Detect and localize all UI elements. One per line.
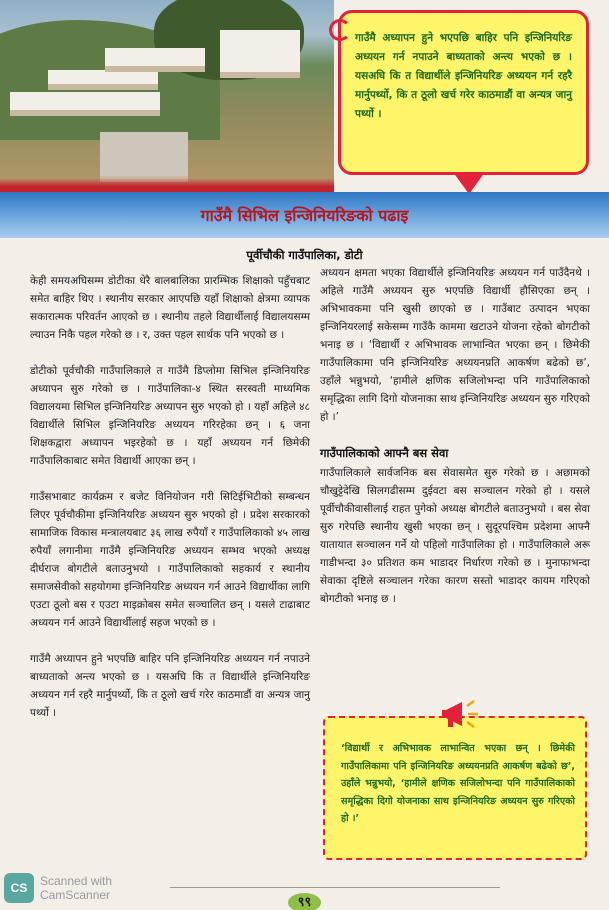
left-column (30, 272, 310, 740)
megaphone-icon (440, 696, 484, 732)
paragraph: गाउँसभाबाट कार्यक्रम र बजेट विनियोजन गरी सिटिईभिटीको सम्बन्धन लिएर पूर्वचौकीमा इन्जिनियरिङ अध्ययन सुरु भएको हो । प्रदेश सरकारको सामाजिक विकास मन्त्रालयबाट ३६ लाख रुपैयाँ र गाउँपालिकाको ४५ लाख रुपैयाँ लगानीमा गाउँमै इन्जिनियरिङ अध्ययन सम्भव भएको अध्यक्ष दीर्घराज बोगटीले बताउनुभयो । गाउँपालिकाको सहकार्य र स्थानीय समाजसेवीको सहयोगमा इन्जिनियरिङ अध्ययन गर्न आउने विद्यार्थीका लागि एउटा ठूलो बस र एउटा माइक्रोबस समेत सञ्चालित छन् । यसले टाढाबाट अध्ययन गर्न आउने विद्यार्थीलाई सहज भएको छ । (30, 491, 310, 629)
quote-accent-icon (329, 19, 351, 41)
article-byline: पूर्वीचौकी गाउँपालिका, डोटी (246, 248, 363, 262)
callout-text: ‘विद्यार्थी र अभिभावक लाभान्वित भएका छन् । छिमेकी गाउँपालिकामा पनि इन्जिनियरिङ अध्ययनप्रति आकर्षण बढेको छ’, उहाँले भन्नुभयो, ‘हामीले क्षणिक सजिलोभन्दा पनि गाउँपालिकाको समृद्धिका दिगो योजनाका साथ इन्जिनियरिङ अध्ययन सुरु गरिएको हो ।’ (341, 743, 575, 824)
photo-school-building (220, 30, 300, 78)
callout-box (323, 716, 587, 860)
footer-divider (170, 887, 500, 888)
page-number (0, 892, 609, 910)
photo-school-building (10, 92, 160, 116)
pull-quote-box (338, 10, 589, 175)
paragraph: गाउँपालिकाले सार्वजनिक बस सेवासमेत सुरु गरेको छ । अछामको चौखुट्टेदेखि सिलगढीसम्म दुईवटा बस सञ्चालन गरेको हो । यसले पूर्वीचौकीवासीलाई राहत पुगेको अध्यक्ष बोगटीले बताउनुभयो । बस सेवा सुरु गरेपछि स्थानीय खुसी भएका छन् । सुदूरपश्चिम प्रदेशमा आफ्नै यातायात सञ्चालन गर्ने यो पहिलो गाउँपालिका हो । गाउँपालिकाले अरू गाडीभन्दा ३० प्रतिशत कम भाडादर निर्धारण गरेको छ । मुनाफाभन्दा सेवाका दृष्टिले सञ्चालन गरेका कारण सस्तो भाडादर कायम गरिएको बोगटीको भनाइ छ । (320, 467, 590, 605)
photo-school-building (48, 70, 158, 90)
photo-school-building (105, 48, 205, 72)
camscanner-logo: CS (4, 873, 34, 903)
pull-quote-text: गाउँमै अध्यापन हुने भएपछि बाहिर पनि इन्जिनियरिङ अध्ययन गर्न नपाउने बाध्यताको अन्त्य भएको छ । यसअघि कि त विद्यार्थीले इन्जिनियरिङ अध्ययन गर्न रहरै मार्नुपर्थ्यो, कि त ठूलो खर्च गरेर काठमाडौं वा अन्यत्र जानु पर्थ्यो । (355, 32, 572, 120)
watermark-line: Scanned with (40, 874, 113, 888)
paragraph: अध्ययन क्षमता भएका विद्यार्थीले इन्जिनियरिङ अध्ययन गर्न पाउँदैनथे । अहिले गाउँमै अध्ययन सुरु भएपछि विद्यार्थी हौसिएका छन् । अभिभावकमा पनि खुसी छाएको छ । गाउँबाट उत्पादन भएका इन्जिनियरलाई सकेसम्म गाउँकै काममा खटाउने योजना रहेको बोगटीको भनाइ छ । ‘विद्यार्थी र अभिभावक लाभान्वित भएका छन् । छिमेकी गाउँपालिकामा पनि इन्जिनियरिङ अध्ययनप्रति आकर्षण बढेको छ’, उहाँले भन्नुभयो, ‘हामीले क्षणिक सजिलोभन्दा पनि गाउँपालिकाको समृद्धिका लागि दिगो योजनाका साथ इन्जिनियरिङ अध्ययन सुरु गरिएको हो ।’ (320, 267, 590, 423)
watermark-line: CamScanner (40, 888, 111, 902)
paragraph: गाउँमै अध्यापन हुने भएपछि बाहिर पनि इन्जिनियरिङ अध्ययन गर्न नपाउने बाध्यताको अन्त्य भएको छ । यसअघि कि त विद्यार्थीले इन्जिनियरिङ अध्ययन गर्न रहरै मार्नुपर्थ्यो, कि त ठूलो खर्च गरेर काठमाडौं वा अन्यत्र जानु पर्थ्यो । (30, 653, 310, 719)
header-photo (0, 0, 334, 192)
photo-red-edge (0, 178, 334, 192)
page-number-badge: ९९ (288, 893, 322, 910)
article-title: गाउँमै सिभिल इन्जिनियरिङको पढाइ (200, 206, 409, 225)
photo-school-building (100, 132, 188, 182)
right-column (320, 264, 590, 626)
paragraph: केही समयअघिसम्म डोटीका धेरै बालबालिका प्रारम्भिक शिक्षाको पहुँचबाट समेत बाहिर थिए । स्थानीय सरकार आएपछि यहाँ शिक्षाको क्षेत्रमा व्यापक सकारात्मक परिवर्तन आएको छ । स्थानीय तहले विद्यार्थीलाई विद्यालयसम्म ल्याउन निकै पहल गरेको छ । र, उक्त पहल सार्थक पनि भएको छ । (30, 275, 310, 341)
section-subheading: गाउँपालिकाको आफ्नै बस सेवा (320, 446, 449, 460)
paragraph: डोटीको पूर्वचौकी गाउँपालिकाले त गाउँमै डिप्लोमा सिभिल इन्जिनियरिङ अध्यापन सुरु गरेको छ । गाउँपालिका-४ स्थित सरस्वती माध्यमिक विद्यालयमा सिभिल इन्जिनियरिङ अध्यापन सुरु भएको हो । यहाँ अहिले ४८ विद्यार्थीले सिभिल इन्जिनियरिङ अध्ययन गरिरहेका छन् । ६ जना शिक्षकद्वारा अध्यापन भइरहेको छ । यहाँ अध्ययन गर्न छिमेकी गाउँपालिकाबाट समेत विद्यार्थी आएका छन् । (30, 365, 310, 467)
